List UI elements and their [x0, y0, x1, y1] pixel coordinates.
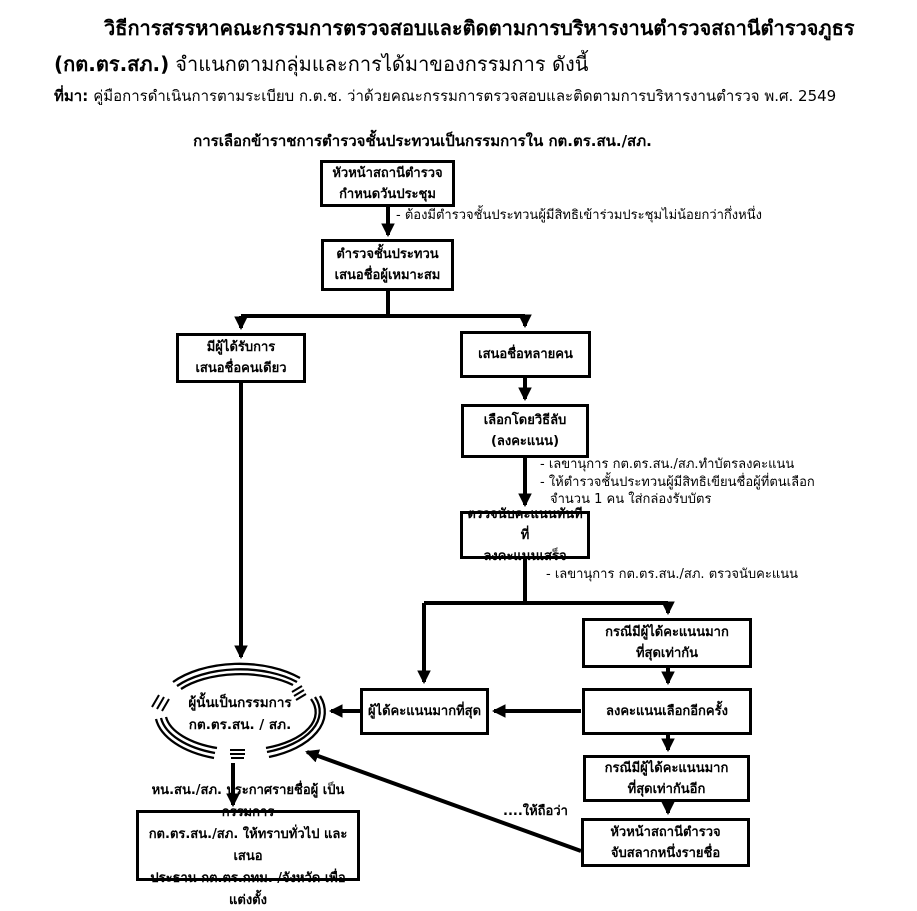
node-station-chief-meeting — [320, 160, 455, 207]
node-line: กำหนดวันประชุม — [339, 186, 436, 202]
node-line: ผู้ได้คะแนนมากที่สุด — [367, 704, 482, 719]
node-line: ตำรวจชั้นประทวน — [336, 247, 439, 262]
flowchart-title: การเลือกข้าราชการตำรวจชั้นประทวนเป็นกรรมการใน กต.ตร.สน./สภ. — [193, 132, 652, 150]
node-line: ประธาน กต.ตร.กทม. /จังหวัด เพื่อแต่งตั้ง — [150, 870, 346, 908]
node-line: เสนอชื่อผู้เหมาะสม — [334, 268, 441, 283]
annotation-quorum: - ต้องมีตำรวจชั้นประทวนผู้มีสิทธิเข้าร่วมประชุมไม่น้อยกว่ากึ่งหนึ่ง — [396, 208, 762, 223]
node-line: กรณีมีผู้ได้คะแนนมาก — [605, 625, 729, 640]
node-line: ที่สุดเท่ากันอีก — [627, 781, 706, 797]
node-line: เสนอชื่อคนเดียว — [195, 361, 287, 376]
annotation-line: - ให้ตำรวจชั้นประทวนผู้มีสิทธิเขียนชื่อผู้ที่ตนเลือก — [540, 474, 815, 490]
node-line: ตรวจนับคะแนนทันทีที่ — [467, 506, 583, 543]
node-count-votes — [460, 506, 590, 564]
node-draw-lots — [581, 818, 750, 867]
annotation-line: - เลขานุการ กต.ตร.สน./สภ.ทำบัตรลงคะแนน — [540, 457, 795, 472]
node-line: กต.ตร.สน. / สภ. — [188, 717, 292, 733]
node-line: หัวหน้าสถานีตำรวจ — [610, 824, 721, 840]
node-multiple-nominees — [460, 331, 591, 378]
annotation-ballot — [540, 456, 815, 509]
node-highest-votes — [360, 688, 489, 735]
node-ncos-nominate — [321, 239, 454, 291]
node-line: จับสลากหนึ่งรายชื่อ — [610, 845, 721, 861]
node-line: ที่สุดเท่ากัน — [635, 646, 699, 661]
node-line: ลงคะแนนเลือกอีกครั้ง — [606, 704, 728, 719]
document-title-rest: จำแนกตามกลุ่มและการได้มาของกรรมการ ดังนี้ — [175, 52, 589, 76]
node-result-ellipse — [157, 691, 323, 737]
node-secret-vote — [461, 404, 589, 458]
node-line: หัวหน้าสถานีตำรวจ — [332, 165, 443, 181]
document-title-line1: วิธีการสรรหาคณะกรรมการตรวจสอบและติดตามการบริหารงานตำรวจสถานีตำรวจภูธร — [104, 16, 855, 40]
document-title-abbrev: (กต.ตร.สภ.) — [54, 52, 170, 76]
node-line: หน.สน./สภ. ประกาศรายชื่อผู้ เป็นกรรมการ — [151, 782, 345, 820]
node-announce — [136, 782, 360, 908]
node-tie-case — [582, 618, 752, 668]
node-revote — [582, 688, 752, 735]
node-single-nominee — [176, 333, 306, 383]
node-tie-again-case — [583, 755, 750, 802]
node-line: เสนอชื่อหลายคน — [478, 347, 573, 362]
annotation-line: จำนวน 1 คน ใส่กล่องรับบัตร — [550, 492, 712, 507]
node-line: ผู้นั้นเป็นกรรมการ — [188, 695, 292, 711]
node-line: กรณีมีผู้ได้คะแนนมาก — [604, 760, 729, 776]
node-line: เลือกโดยวิธีลับ — [483, 413, 567, 428]
annotation-count-by: - เลขานุการ กต.ตร.สน./สภ. ตรวจนับคะแนน — [546, 567, 799, 582]
annotation-deemed: ....ให้ถือว่า — [503, 804, 568, 819]
node-line: มีผู้ได้รับการ — [206, 340, 276, 355]
source-text: คู่มือการดำเนินการตามระเบียบ ก.ต.ช. ว่าด้วยคณะกรรมการตรวจสอบและติดตามการบริหารงานตำรวจ พ.ศ. 2549 — [93, 87, 837, 105]
node-line: (ลงคะแนน) — [490, 434, 560, 449]
node-line: ลงคะแนนเสร็จ — [483, 548, 567, 564]
source-label: ที่มา: — [54, 87, 89, 105]
node-line: กต.ตร.สน./สภ. ให้ทราบทั่วไป และเสนอ — [148, 826, 348, 864]
branch-nominate — [241, 291, 525, 316]
